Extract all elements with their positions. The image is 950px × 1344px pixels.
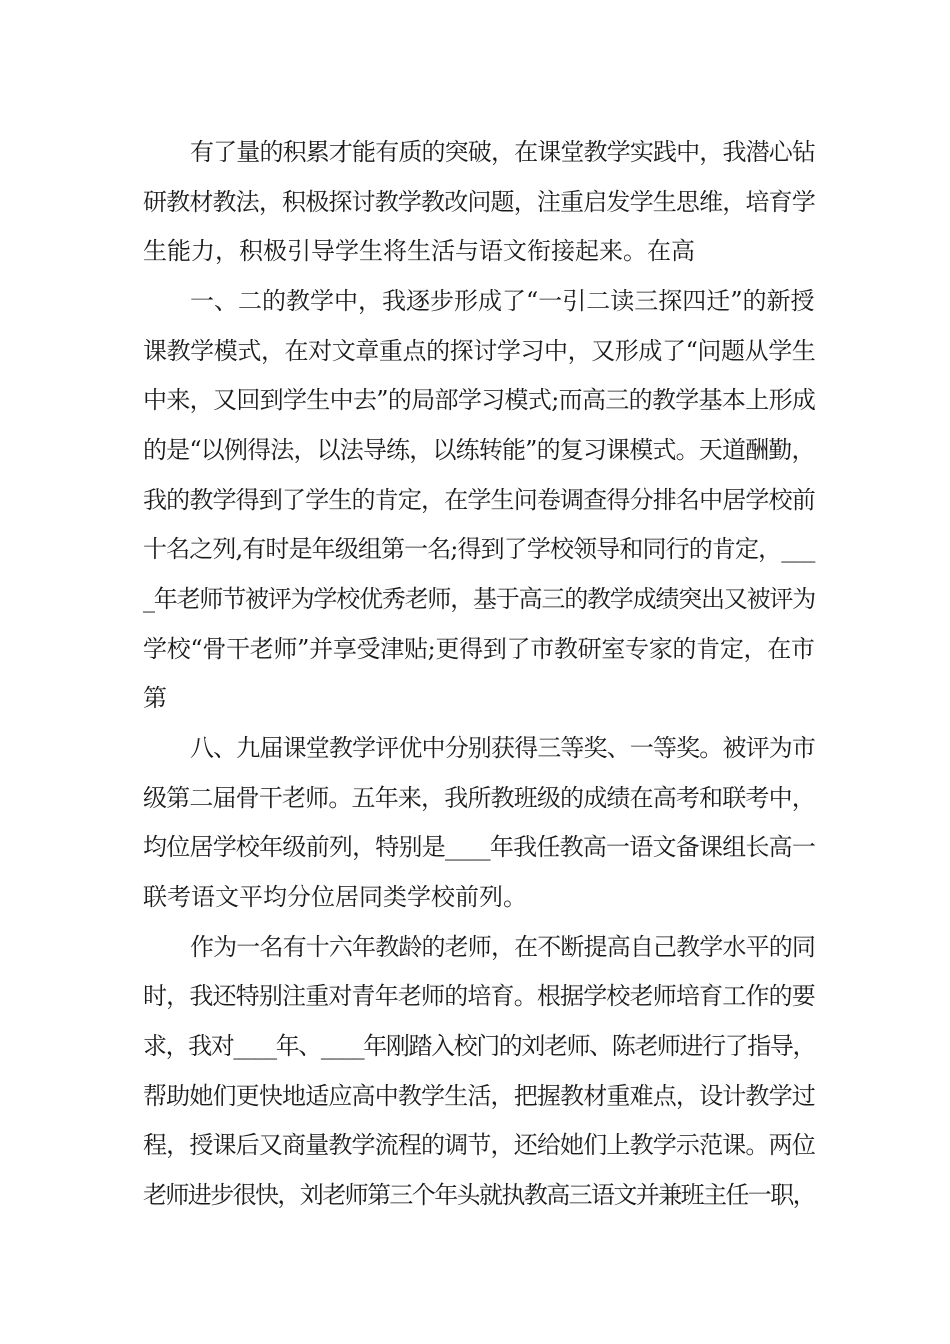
paragraph-2-line-7: _年老师节被评为学校优秀老师，基于高三的教学成绩突出又被评为 (143, 585, 815, 613)
paragraph-2-line-8: 学校“骨干老师”并享受津贴;更得到了市教研室专家的肯定，在市 (143, 635, 815, 663)
paragraph-3-line-2: 级第二届骨干老师。五年来，我所教班级的成绩在高考和联考中， (143, 784, 815, 812)
paragraph-3-line-1: 八、九届课堂教学评优中分别获得三等奖、一等奖。被评为市 (190, 734, 816, 762)
paragraph-4-line-5: 程，授课后又商量教学流程的调节，还给她们上教学示范课。两位 (143, 1131, 815, 1159)
paragraph-1-line-3: 生能力，积极引导学生将生活与语文衔接起来。在高 (143, 237, 695, 265)
paragraph-4-line-4: 帮助她们更快地适应高中教学生活，把握教材重难点，设计教学过 (143, 1082, 815, 1110)
paragraph-2-line-3: 中来，又回到学生中去”的局部学习模式;而高三的教学基本上形成 (143, 386, 816, 414)
paragraph-3-line-4: 联考语文平均分位居同类学校前列。 (143, 883, 527, 911)
paragraph-4-line-3: 求，我对____年、____年刚踏入校门的刘老师、陈老师进行了指导， (143, 1032, 816, 1060)
paragraph-4-line-2: 时，我还特别注重对青年老师的培育。根据学校老师培育工作的要 (143, 982, 815, 1010)
paragraph-2-line-9: 第 (143, 684, 167, 712)
paragraph-2-line-5: 我的教学得到了学生的肯定，在学生问卷调查得分排名中居学校前 (143, 486, 815, 514)
paragraph-1-line-2: 研教材教法，积极探讨教学教改问题，注重启发学生思维，培育学 (143, 188, 815, 216)
paragraph-2-line-6: 十名之列,有时是年级组第一名;得到了学校领导和同行的肯定，___ (143, 535, 815, 563)
paragraph-3-line-3: 均位居学校年级前列，特别是____年我任教高一语文备课组长高一 (143, 833, 816, 861)
paragraph-2-line-4: 的是“以例得法，以法导练，以练转能”的复习课模式。天道酬勤， (143, 436, 815, 464)
paragraph-1-line-1: 有了量的积累才能有质的突破，在课堂教学实践中，我潜心钻 (190, 138, 816, 166)
paragraph-4-line-1: 作为一名有十六年教龄的老师，在不断提高自己教学水平的同 (190, 933, 816, 961)
paragraph-4-line-6: 老师进步很快，刘老师第三个年头就执教高三语文并兼班主任一职， (143, 1181, 815, 1209)
paragraph-2-line-2: 课教学模式，在对文章重点的探讨学习中，又形成了“问题从学生 (143, 337, 816, 365)
paragraph-2-line-1: 一、二的教学中，我逐步形成了“一引二读三探四迁”的新授 (190, 287, 815, 315)
